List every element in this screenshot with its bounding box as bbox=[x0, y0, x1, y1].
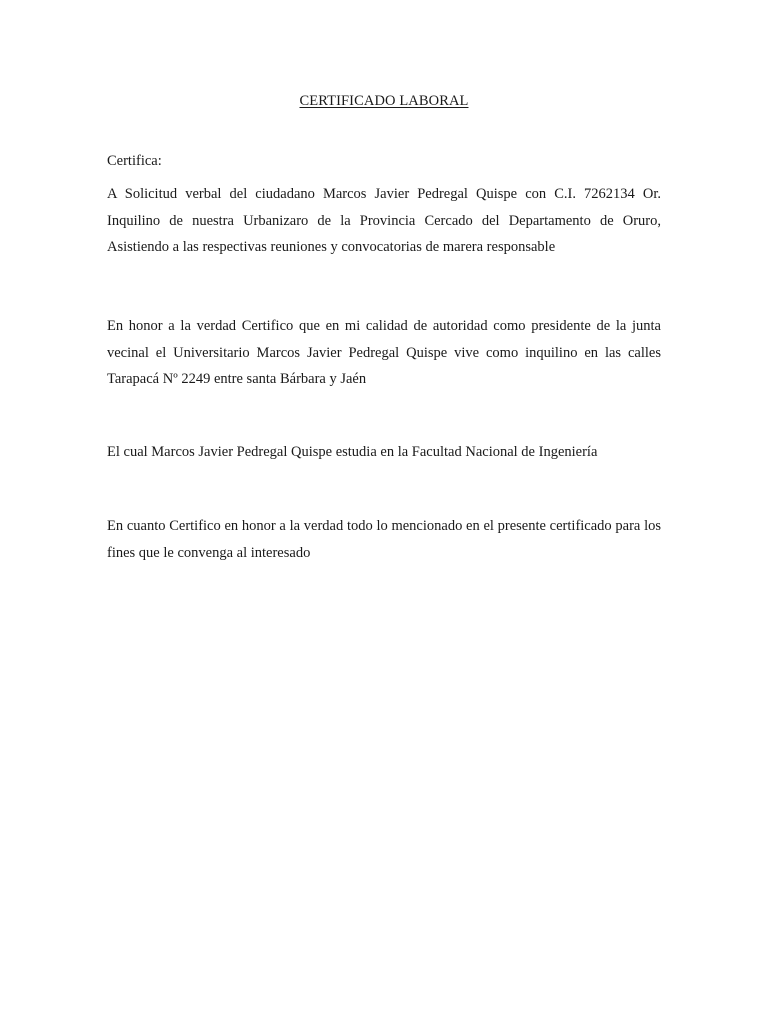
paragraph-cierre: En cuanto Certifico en honor a la verdad todo lo mencionado en el presente certificado para los fines que le convenga al interesado bbox=[107, 518, 661, 561]
document-title: CERTIFICADO LABORAL bbox=[299, 93, 469, 109]
paragraph-residencia: En honor a la verdad Certifico que en mi calidad de autoridad como presidente de la junta vecinal el Universitario Marcos Javier Pedregal Quispe vive como inquilino en las calles Tarapacá Nº 2249 entre santa Bárbara y Jaén bbox=[107, 318, 661, 387]
paragraph-estudios: El cual Marcos Javier Pedregal Quispe estudia en la Facultad Nacional de Ingeniería bbox=[107, 444, 598, 460]
certifica-label: Certifica: bbox=[107, 153, 162, 169]
paragraph-solicitud: A Solicitud verbal del ciudadano Marcos Javier Pedregal Quispe con C.I. 7262134 Or. Inquilino de nuestra Urbanizaro de la Provincia Cercado del Departamento de Oruro, Asistiendo a las respectivas reuniones y convocatorias de marera responsable bbox=[107, 186, 661, 255]
